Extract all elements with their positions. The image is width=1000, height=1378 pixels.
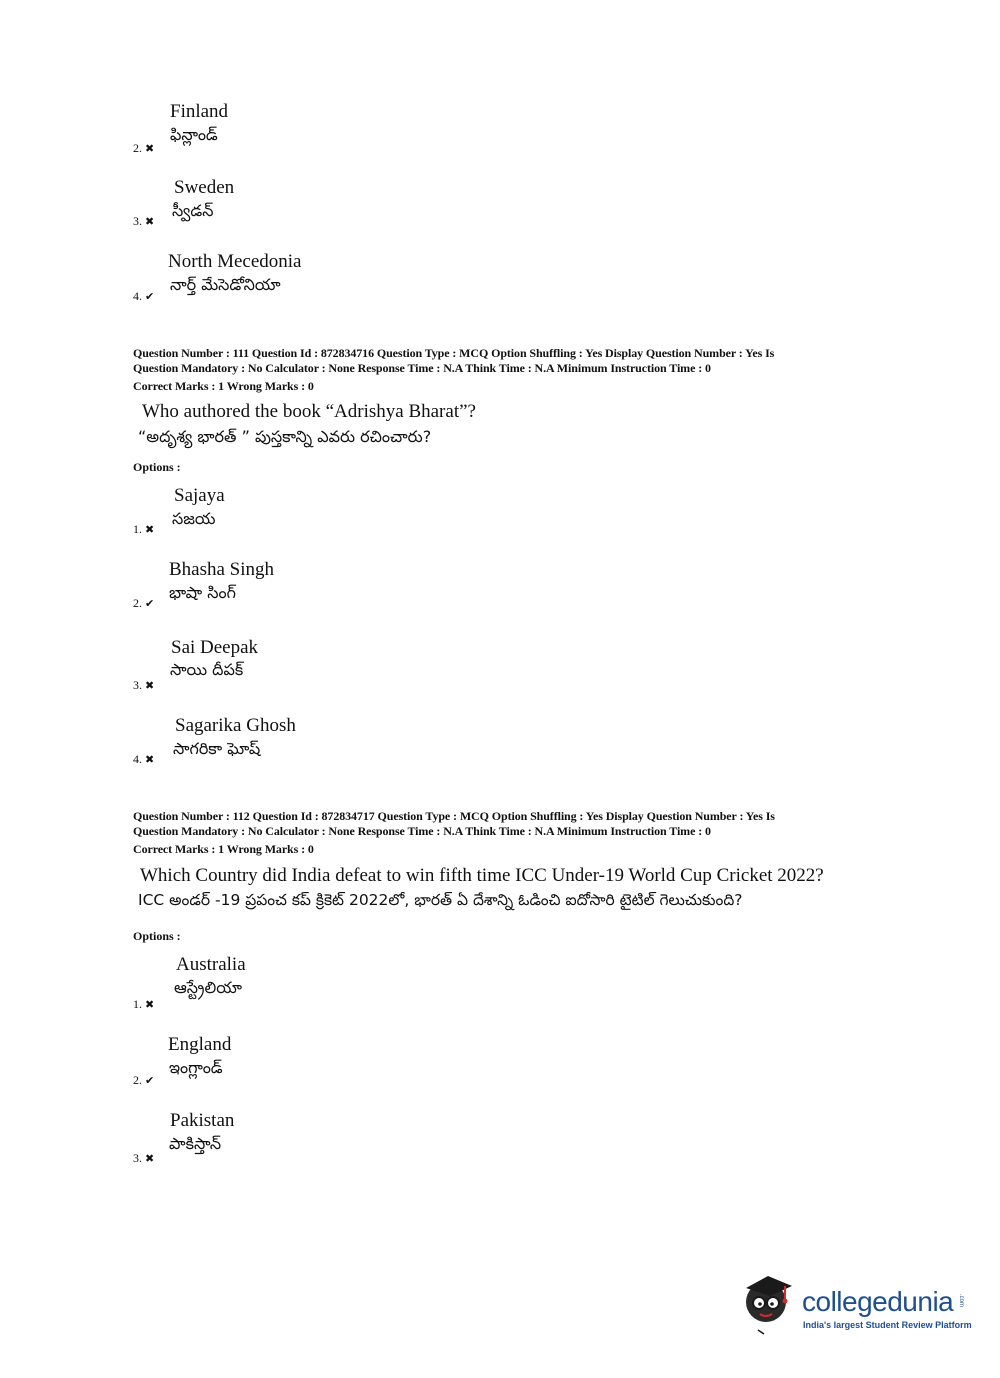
option-number: 1. ✖: [133, 522, 155, 536]
logo-tagline: India's largest Student Review Platform: [803, 1320, 972, 1330]
option-english: Bhasha Singh: [169, 559, 275, 580]
option-english: Finland: [170, 101, 229, 122]
question-meta-line: Question Number : 111 Question Id : 872834716 Question Type : MCQ Option Shuffling : Yes Display Question Number : Yes Is: [133, 346, 775, 360]
wrong-mark-icon: ✖: [145, 524, 155, 536]
option-telugu: పాకిస్తాన్: [169, 1134, 222, 1153]
wrong-mark-icon: ✖: [145, 1153, 155, 1165]
wrong-mark-icon: ✖: [145, 680, 155, 692]
option-telugu: ఫిన్లాండ్: [170, 125, 218, 144]
options-label: Options :: [133, 460, 181, 474]
option-english: Sagarika Ghosh: [175, 715, 296, 736]
question-text-english: Who authored the book “Adrishya Bharat”?: [142, 401, 476, 422]
option-telugu: సజయ: [172, 509, 216, 528]
question-meta-line: Question Mandatory : No Calculator : None Response Time : N.A Think Time : N.A Minimum Instruction Time : 0: [133, 361, 711, 375]
question-marks: Correct Marks : 1 Wrong Marks : 0: [133, 379, 314, 393]
correct-check-icon: ✔: [145, 1075, 155, 1087]
question-text-telugu: ICC అండర్ -19 ప్రపంచ కప్ క్రికెట్ 2022లో, భారత్ ఏ దేశాన్ని ఓడించి ఐదోసారి టైటిల్ గెలుచుకుంది?: [138, 891, 743, 909]
option-number: 1. ✖: [133, 997, 155, 1011]
option-number: 2. ✔: [133, 1073, 155, 1087]
wrong-mark-icon: ✖: [145, 754, 155, 766]
option-english: England: [168, 1034, 232, 1055]
option-number: 4. ✔: [133, 289, 155, 303]
option-english: North Mecedonia: [168, 251, 302, 272]
option-english: Sweden: [174, 177, 235, 198]
option-telugu: భాషా సింగ్: [169, 583, 236, 602]
option-english: Sajaya: [174, 485, 225, 506]
correct-check-icon: ✔: [145, 598, 155, 610]
option-telugu: ఆస్ట్రేలియా: [174, 978, 242, 997]
option-english: Sai Deepak: [171, 637, 259, 658]
correct-check-icon: ✔: [145, 291, 155, 303]
option-telugu: నార్త్ మేసెడోనియా: [170, 275, 281, 294]
logo-wordmark: collegedunia: [802, 1286, 954, 1317]
option-number: 3. ✖: [133, 1151, 155, 1165]
question-text-english: Which Country did India defeat to win fifth time ICC Under-19 World Cup Cricket 2022?: [140, 865, 824, 886]
question-meta-line: Question Number : 112 Question Id : 872834717 Question Type : MCQ Option Shuffling : Yes Display Question Number : Yes Is: [133, 809, 775, 823]
wrong-mark-icon: ✖: [145, 216, 155, 228]
option-english: Pakistan: [170, 1110, 235, 1131]
student-mascot-icon: [740, 1272, 802, 1342]
collegedunia-logo: [740, 1272, 970, 1342]
option-number: 3. ✖: [133, 214, 155, 228]
option-english: Australia: [176, 954, 246, 975]
logo-domain: .com: [958, 1294, 964, 1308]
question-text-telugu: “అదృశ్య భారత్ ” పుస్తకాన్ని ఎవరు రచించారు?: [138, 427, 432, 446]
option-telugu: సాగరికా ఘోష్: [173, 739, 261, 758]
option-telugu: సాయి దీపక్: [170, 660, 244, 679]
option-number: 3. ✖: [133, 678, 155, 692]
question-marks: Correct Marks : 1 Wrong Marks : 0: [133, 842, 314, 856]
option-telugu: ఇంగ్లాండ్: [169, 1058, 223, 1077]
option-number: 2. ✖: [133, 141, 155, 155]
options-label: Options :: [133, 929, 181, 943]
option-telugu: స్వీడన్: [172, 201, 214, 220]
wrong-mark-icon: ✖: [145, 143, 155, 155]
question-meta-line: Question Mandatory : No Calculator : None Response Time : N.A Think Time : N.A Minimum Instruction Time : 0: [133, 824, 711, 838]
option-number: 4. ✖: [133, 752, 155, 766]
wrong-mark-icon: ✖: [145, 999, 155, 1011]
option-number: 2. ✔: [133, 596, 155, 610]
